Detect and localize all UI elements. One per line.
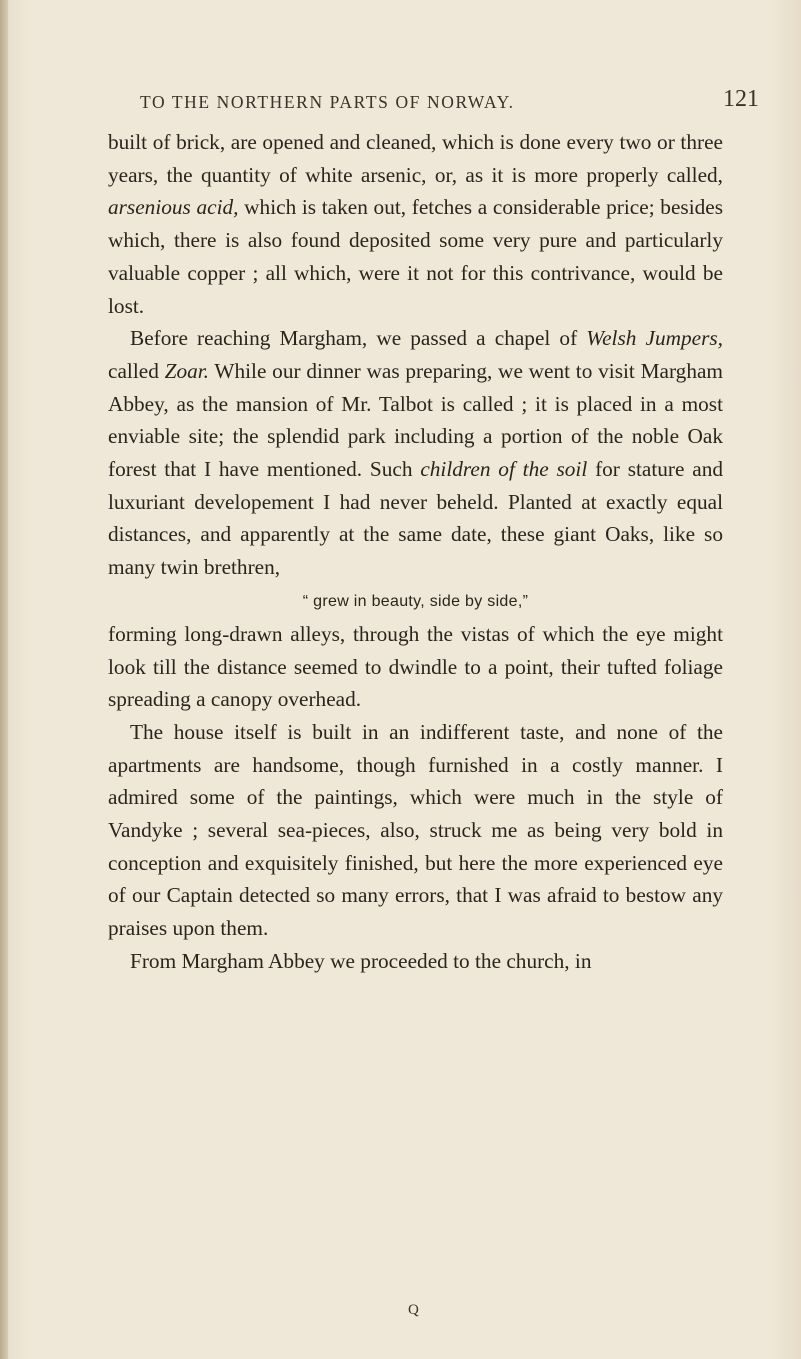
italic-run: Zoar.	[164, 358, 210, 383]
text-run: While our dinner was preparing, we went to visit Margham Abbey, as the mansion of Mr. Talbot is called ; it is placed in a most enviable site; the splendid park including a portion of the noble Oak forest that I have mentioned. Such	[108, 358, 723, 482]
text-run: built of brick, are opened and cleaned, which is done every two or three years, the quantity of white arsenic, or, as it is more properly called,	[108, 130, 723, 187]
italic-run: arsenious acid,	[108, 195, 239, 220]
paragraph-3: forming long-drawn alleys, through the vistas of which the eye might look till the distance seemed to dwindle to a point, their tufted foliage spreading a canopy overhead.	[108, 621, 723, 712]
body-text	[108, 126, 723, 978]
paragraph-1	[108, 126, 723, 322]
italic-run: children of the soil	[420, 457, 588, 482]
running-head: TO THE NORTHERN PARTS OF NORWAY.	[140, 92, 515, 112]
page-number: 121	[723, 86, 759, 112]
paragraph-5: From Margham Abbey we proceeded to the church, in	[130, 948, 592, 973]
paragraph-2	[108, 322, 723, 584]
quotation: “ grew in beauty, side by side,”	[302, 592, 529, 610]
text-run: which is taken out, fetches a considerable price; besides which, there is also found deposited some very pure and particularly valuable copper ; all which, were it not for this contrivance, would be lost.	[108, 195, 723, 318]
text-run: called	[108, 358, 165, 383]
signature-mark: Q	[408, 1302, 419, 1318]
italic-run: Welsh Jumpers,	[586, 326, 723, 351]
binding-edge	[0, 0, 8, 1359]
paragraph-4: The house itself is built in an indifferent taste, and none of the apartments are handsome, though furnished in a costly manner. I admired some of the paintings, which were much in the style of Vandyke ; several sea-pieces, also, struck me as being very bold in conception and exquisitely finished, but here the more experienced eye of our Captain detected so many errors, that I was afraid to bestow any praises upon them.	[108, 719, 723, 941]
text-run: Before reaching Margham, we passed a chapel of	[130, 326, 587, 351]
text-run: for stature and luxuriant developement I had never beheld. Planted at exactly equal distances, and apparently at the same date, these giant Oaks, like so many twin brethren,	[108, 457, 724, 580]
